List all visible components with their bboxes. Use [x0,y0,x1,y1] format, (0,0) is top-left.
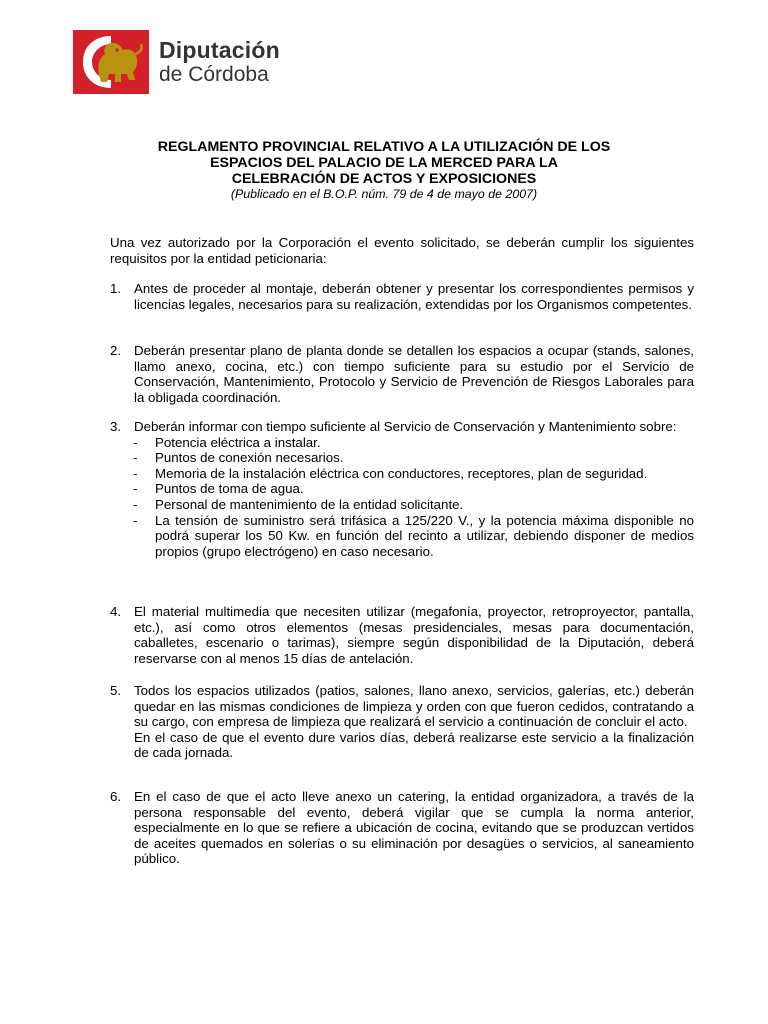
item-number: 3. [110,419,122,434]
title-line: ESPACIOS DEL PALACIO DE LA MERCED PARA LA [210,155,558,171]
list-item [110,343,694,405]
sub-list [110,435,694,560]
sub-list-item: - Potencia eléctrica a instalar. [133,434,321,450]
list-item [110,604,694,666]
title-line: CELEBRACIÓN DE ACTOS Y EXPOSICIONES [231,171,537,187]
logo-line-1: Diputación [159,37,280,63]
list-item [110,419,694,559]
sub-list-item: - Memoria de la instalación eléctrica con conductores, receptores, plan de seguridad. [133,465,648,481]
sub-item-text: Potencia eléctrica a instalar. [155,434,321,450]
sub-item-text: Personal de mantenimiento de la entidad solicitante. [155,496,464,512]
sub-item-text: Memoria de la instalación eléctrica con conductores, receptores, plan de seguridad. [155,465,648,481]
sub-item-text: Puntos de conexión necesarios. [155,450,344,466]
item-number: 1. [110,281,122,296]
document-title [60,139,708,187]
lion-emblem-icon [73,30,149,94]
item-text: Antes de proceder al montaje, deberán obtener y presentar los correspondientes permisos y licencias legales, necesarios para su realización, extendidas por los Organismos competentes. [134,281,694,312]
item-number: 6. [110,789,122,804]
sub-list-item: - La tensión de suministro será trifásica a 125/220 V., y la potencia máxima disponible no podrá superar los 50 Kw. en función del recinto a utilizar, debiendo disponer de medios propios (grupo electrógeno) en caso necesario. [133,512,694,559]
sub-list-item: - Puntos de conexión necesarios. [133,450,344,466]
sub-list-item: - Personal de mantenimiento de la entidad solicitante. [133,496,464,512]
list-item [110,789,694,867]
item-text: En el caso de que el acto lleve anexo un catering, la entidad organizadora, a través de la persona responsable del evento, deberá vigilar que se cumpla la norma anterior, especialmente en lo que se refiere a ubicación de cocina, evitando que se produzcan vertidos de aceites quemados en solerías o su eliminación por desagües o servicios, al saneamiento público. [134,789,694,867]
sub-item-text: La tensión de suministro será trifásica a 125/220 V., y la potencia máxima disponible no podrá superar los 50 Kw. en función del recinto a utilizar, debiendo disponer de medios propios (grupo electrógeno) en caso necesario. [155,512,694,559]
sub-item-text: Puntos de toma de agua. [155,481,304,497]
item-text: Deberán informar con tiempo suficiente al Servicio de Conservación y Mantenimiento sobre: [134,419,677,434]
item-text: Deberán presentar plano de planta donde se detallen los espacios a ocupar (stands, salones, llamo anexo, cocina, etc.) con tiempo suficiente para su estudio por el Servicio de Conservación, Mantenimiento, Protocolo y Servicio de Prevención de Riesgos Laborales para la obligada coordinación. [134,343,694,405]
diputacion-logo [73,30,280,94]
sub-list-item: - Puntos de toma de agua. [133,481,304,497]
list-item [110,683,694,761]
publication-note: (Publicado en el B.O.P. núm. 79 de 4 de mayo de 2007) [230,187,538,201]
item-number: 2. [110,343,122,358]
item-number: 4. [110,604,122,619]
item-text-continued: En el caso de que el evento dure varios días, deberá realizarse este servicio a la finalización de cada jornada. [134,729,694,761]
list-item [110,281,694,312]
item-text: Todos los espacios utilizados (patios, salones, llano anexo, servicios, galerías, etc.) deberán quedar en las mismas condiciones de limpieza y orden con que fueron cedidos, contratando a su cargo, con empresa de limpieza que realizará el servicio a continuación de concluir el acto. [134,683,694,730]
item-text: El material multimedia que necesiten utilizar (megafonía, proyector, retroproyector, pantalla, etc.), así como otros elementos (mesas presidenciales, mesas para documentación, caballetes, escenario o tarimas), siempre según disponibilidad de la Diputación, deberá reservarse con al menos 15 días de antelación. [134,604,694,666]
intro-paragraph: Una vez autorizado por la Corporación el evento solicitado, se deberán cumplir los siguientes requisitos por la entidad peticionaria: [110,235,694,266]
logo-line-2: de Córdoba [159,63,269,86]
title-line: REGLAMENTO PROVINCIAL RELATIVO A LA UTILIZACIÓN DE LOS [157,139,611,155]
item-number: 5. [110,683,122,698]
